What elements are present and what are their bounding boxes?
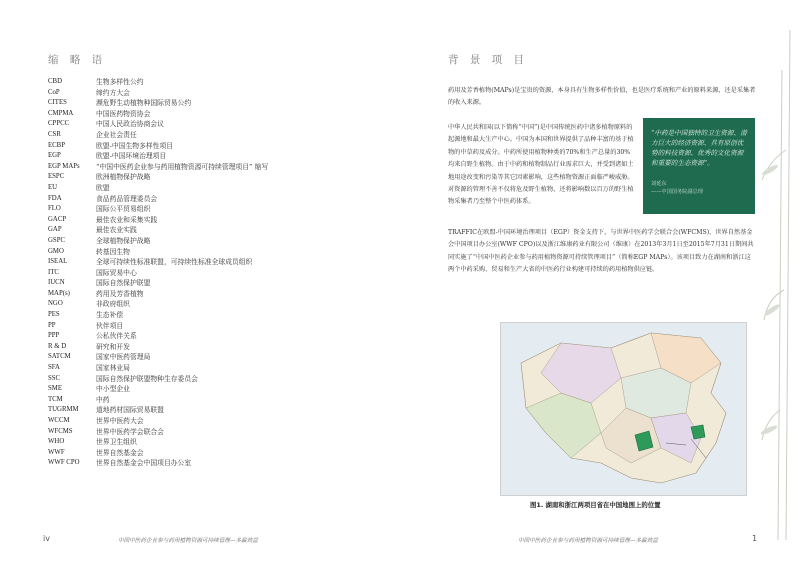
abbreviation-key: R & D xyxy=(48,342,67,350)
abbreviation-key: SSC xyxy=(48,374,61,382)
footer-left: 中国中医药企业参与药用植物资源可持续管理—多赢效益 xyxy=(118,538,258,544)
abbreviation-value: 道地药材国际贸易联盟 xyxy=(96,406,164,415)
abbreviation-value: 生态补偿 xyxy=(96,311,124,320)
abbreviation-value: 研究和开发 xyxy=(96,342,130,351)
abbreviation-key: PPP xyxy=(48,332,60,340)
background-title: 背 景 项 目 xyxy=(448,54,529,66)
abbreviation-row xyxy=(48,268,378,279)
abbreviation-row xyxy=(48,88,378,99)
abbreviation-row xyxy=(48,278,378,289)
abbreviation-row xyxy=(48,194,378,205)
abbreviation-row xyxy=(48,458,378,469)
abbreviation-row xyxy=(48,172,378,183)
abbreviation-value: 药用及芳香植物 xyxy=(96,289,144,298)
abbreviation-value: 中药 xyxy=(96,395,110,404)
abbreviation-value: “中国中医药企业参与药用植物资源可持续管理项目” 缩写 xyxy=(96,162,269,171)
abbreviation-row xyxy=(48,119,378,130)
china-map-figure xyxy=(500,322,747,496)
abbreviation-row xyxy=(48,257,378,268)
abbreviation-key: NGO xyxy=(48,300,63,308)
abbreviation-row xyxy=(48,331,378,342)
abbreviation-value: 世界中医药学会联合会 xyxy=(96,427,164,436)
abbreviation-value: 全球可持续性标准联盟，可持续性标准全球成员组织 xyxy=(96,258,253,267)
quote-box xyxy=(643,118,755,214)
footer-right: 中国中医药企业参与药用植物资源可持续管理—多赢效益 xyxy=(518,538,658,544)
abbreviation-value: 国家中医药管理局 xyxy=(96,353,151,362)
abbreviation-value: 公私伙伴关系 xyxy=(96,332,137,341)
abbreviation-value: 世界自然基金会中国项目办公室 xyxy=(96,459,192,468)
abbreviation-value: 企业社会责任 xyxy=(96,130,137,139)
abbreviations-title: 缩 略 语 xyxy=(48,54,107,66)
abbreviation-key: CMPMA xyxy=(48,109,74,117)
bamboo-decoration-icon xyxy=(760,30,800,540)
abbreviation-row xyxy=(48,141,378,152)
abbreviation-key: ISEAL xyxy=(48,258,68,266)
abbreviation-key: WFCMS xyxy=(48,427,73,435)
abbreviation-value: 国际自然保护联盟物种生存委员会 xyxy=(96,374,198,383)
abbreviation-row xyxy=(48,416,378,427)
china-paragraph: 中华人民共和国(以下简称“中国”)是中国传统医药中诸多植物原料的起源地和最大生产中心。中国为本国和世界提供了品种丰富的基于植物的中草药及成分。中药所使用植物种类的70%和生产总量的30%均来自野生植物。由于中药和植物制品行业需求巨大，并受到诸如土地用途改变和污染等其它因素影响，这些植物资源正面临严峻威胁。对资源的管理不善不仅将危及野生植物，还将影响数以百万的野生植物采集者乃至整个中医药体系。 xyxy=(448,124,634,206)
abbreviation-value: 世界中医药大会 xyxy=(96,417,144,425)
abbreviation-value: 国家林业局 xyxy=(96,364,130,373)
abbreviation-value: 世界自然基金会 xyxy=(96,448,144,457)
abbreviation-key: CITES xyxy=(48,99,67,107)
abbreviation-row xyxy=(48,236,378,247)
abbreviation-value: 最佳农业实践 xyxy=(96,226,137,235)
abbreviation-row xyxy=(48,321,378,332)
abbreviation-row xyxy=(48,384,378,395)
abbreviation-row xyxy=(48,427,378,438)
quote-author: 刘延东 ——中国国务院副总理 xyxy=(651,181,703,195)
abbreviation-key: PES xyxy=(48,311,60,319)
abbreviation-row xyxy=(48,289,378,300)
abbreviation-key: TUGRMM xyxy=(48,406,79,414)
abbreviation-key: ESPC xyxy=(48,173,65,181)
abbreviation-value: 国际公平贸易组织 xyxy=(96,205,151,214)
abbreviation-value: 中国医药物资协会 xyxy=(96,109,151,118)
abbreviation-row xyxy=(48,405,378,416)
abbreviation-row xyxy=(48,183,378,194)
abbreviation-row xyxy=(48,247,378,258)
abbreviation-value: 欧盟-中国环境治理项目 xyxy=(96,152,167,161)
quote-text: “中药是中国独特的卫生资源、潜力巨大的经济资源、具有原创优势的科技资源、优秀的文化资源和重要的生态资源”。 xyxy=(651,129,747,167)
abbreviation-key: GSPC xyxy=(48,236,66,244)
abbreviation-key: SME xyxy=(48,385,62,393)
abbreviation-row xyxy=(48,374,378,385)
abbreviation-value: 最佳农业和采集实践 xyxy=(96,215,158,224)
abbreviation-value: 国际自然保护联盟 xyxy=(96,279,151,288)
abbreviation-row xyxy=(48,299,378,310)
abbreviation-key: MAP(s) xyxy=(48,289,70,297)
abbreviation-row xyxy=(48,395,378,406)
abbreviation-key: GMO xyxy=(48,247,64,255)
abbreviation-row xyxy=(48,437,378,448)
abbreviation-row xyxy=(48,204,378,215)
abbreviation-key: EU xyxy=(48,183,58,191)
abbreviation-row xyxy=(48,130,378,141)
abbreviation-key: CoP xyxy=(48,88,60,96)
page-number-right: 1 xyxy=(752,534,758,543)
abbreviation-row xyxy=(48,225,378,236)
abbreviation-value: 国际贸易中心 xyxy=(96,268,137,277)
abbreviation-key: WWF xyxy=(48,448,65,456)
china-map xyxy=(501,323,746,495)
abbreviation-key: GACP xyxy=(48,215,67,223)
abbreviation-row xyxy=(48,151,378,162)
abbreviation-key: TCM xyxy=(48,395,63,403)
abbreviation-key: CBD xyxy=(48,78,62,85)
abbreviation-row xyxy=(48,342,378,353)
abbreviation-key: WHO xyxy=(48,438,65,446)
abbreviation-row xyxy=(48,352,378,363)
abbreviation-value: 濒危野生动植物种国际贸易公约 xyxy=(96,99,192,108)
abbreviation-key: FLO xyxy=(48,205,61,213)
abbreviation-value: 伙伴项目 xyxy=(96,321,124,330)
abbreviation-key: EGP xyxy=(48,152,61,160)
abbreviation-key: SFA xyxy=(48,364,60,372)
page-number-left: iv xyxy=(43,534,50,543)
abbreviation-value: 欧盟 xyxy=(96,183,110,192)
abbreviation-key: CPPCC xyxy=(48,120,70,128)
abbreviation-key: ECBP xyxy=(48,141,65,149)
abbreviation-key: EGP MAPs xyxy=(48,162,80,170)
abbreviation-key: SATCM xyxy=(48,353,71,361)
abbreviation-key: ITC xyxy=(48,268,59,276)
abbreviation-value: 全球植物保护战略 xyxy=(96,236,151,245)
abbreviation-row xyxy=(48,77,378,88)
abbreviation-key: GAP xyxy=(48,226,62,234)
abbreviation-key: PP xyxy=(48,321,56,329)
abbreviation-row xyxy=(48,162,378,173)
abbreviation-key: FDA xyxy=(48,194,62,202)
abbreviation-key: IUCN xyxy=(48,279,65,287)
abbreviation-value: 中国人民政治协商会议 xyxy=(96,120,164,129)
abbreviation-row xyxy=(48,448,378,459)
abbreviation-key: WCCM xyxy=(48,417,70,424)
abbreviation-row xyxy=(48,215,378,226)
intro-paragraph: 药用及芳香植物(MAPs)是宝贵的资源，本身具有生物多样性价值，也是医疗系统和产业的原料来源，还是采集者的收入来源。 xyxy=(448,87,756,107)
abbreviation-row xyxy=(48,363,378,374)
abbreviation-key: CSR xyxy=(48,130,61,138)
abbreviation-list xyxy=(48,77,378,469)
abbreviation-value: 世界卫生组织 xyxy=(96,438,137,447)
project-paragraph: TRAFFIC在欧盟-中国环境治理项目（EGP）资金支持下，与世界中医药学会联合会(WFCMS)、世界自然基金会中国项目办公室(WWF CPO)以及浙江维康药业有限公司（维康）在2013年3月1日至2015年7月31日期间共同实施了“中国中医药企业参与药用植物资源可持续管理项目”（简称EGP MAPs）。该项目致力在湖南和浙江这两个中药采购、贸易和生产大省的中医药行业构建可持续的药用植物供应链。 xyxy=(448,229,754,274)
abbreviation-row xyxy=(48,98,378,109)
abbreviation-value: 欧盟-中国生物多样性项目 xyxy=(96,141,174,150)
abbreviation-value: 缔约方大会 xyxy=(96,88,130,97)
abbreviation-value: 生物多样性公约 xyxy=(96,78,144,86)
abbreviation-key: WWF CPO xyxy=(48,459,80,467)
abbreviation-value: 中小型企业 xyxy=(96,385,130,394)
abbreviation-value: 食品药品管理委员会 xyxy=(96,194,158,203)
figure-caption: 图1. 湖南和浙江两项目省在中国地图上的位置 xyxy=(530,501,661,509)
abbreviation-value: 欧洲植物保护战略 xyxy=(96,173,151,182)
abbreviation-value: 转基因生物 xyxy=(96,247,130,256)
abbreviation-row xyxy=(48,310,378,321)
abbreviation-row xyxy=(48,109,378,120)
abbreviation-value: 非政府组织 xyxy=(96,300,130,309)
right-page xyxy=(400,0,800,566)
